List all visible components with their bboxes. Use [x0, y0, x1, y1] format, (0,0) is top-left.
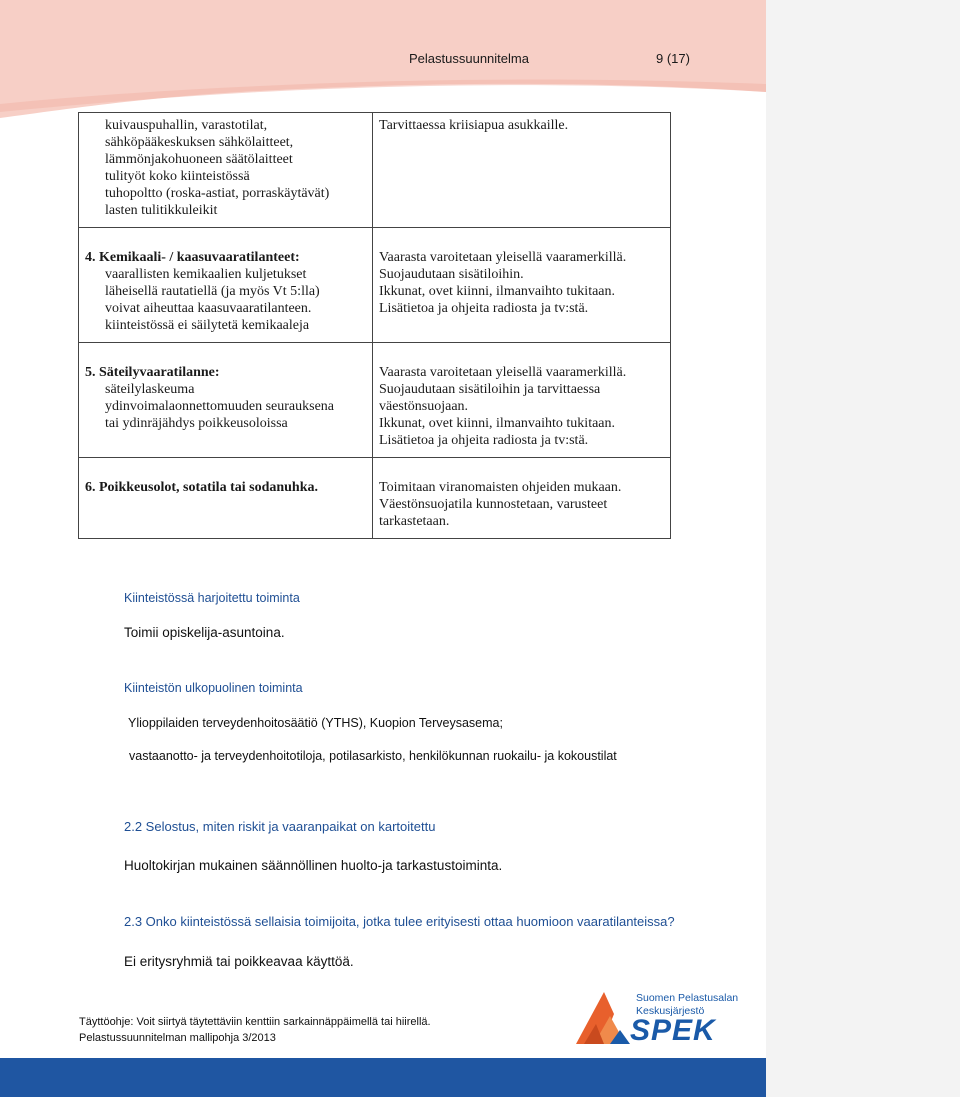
- table-cell-risk: [79, 113, 373, 228]
- table-row: [79, 228, 671, 343]
- action-line: Tarvittaessa kriisiapua asukkaille.: [379, 118, 569, 133]
- header-wave: [0, 0, 766, 120]
- risk-line: lämmönjakohuoneen säätölaitteet: [105, 152, 293, 167]
- footer-note: [79, 1014, 431, 1046]
- risk-line: vaarallisten kemikaalien kuljetukset: [105, 267, 307, 282]
- section-2-2-heading: 2.2 Selostus, miten riskit ja vaaranpaikat on kartoitettu: [124, 819, 436, 834]
- spek-flame-icon: [574, 990, 634, 1046]
- spek-org-line-2: Keskusjärjestö: [636, 1005, 705, 1017]
- risk-line: voivat aiheuttaa kaasuvaaratilanteen.: [105, 301, 312, 316]
- table-row: [79, 343, 671, 458]
- row-spacer: [105, 232, 366, 249]
- table-cell-action: [373, 228, 671, 343]
- document-title: Pelastussuunnitelma: [409, 51, 529, 66]
- table-cell-risk: [79, 343, 373, 458]
- ulkopuolinen-heading: Kiinteistön ulkopuolinen toiminta: [124, 681, 303, 695]
- spek-logo: [574, 990, 739, 1047]
- row-spacer: [105, 347, 366, 364]
- row-spacer: [379, 232, 664, 249]
- spek-org-line-1: Suomen Pelastusalan: [636, 992, 739, 1004]
- action-line: Suojaudutaan sisätiloihin.: [379, 267, 524, 282]
- risk-line: tulityöt koko kiinteistössä: [105, 169, 250, 184]
- action-line: Vaarasta varoitetaan yleisellä vaaramerkillä.: [379, 250, 627, 265]
- table-row: [79, 113, 671, 228]
- risk-line: sähköpääkeskuksen sähkölaitteet,: [105, 135, 294, 150]
- page-margin: [766, 0, 960, 1097]
- footer-bar: [0, 1058, 766, 1097]
- risk-line: tai ydinräjähdys poikkeusoloissa: [105, 416, 288, 431]
- row-spacer: [105, 462, 366, 479]
- risk-line: kuivauspuhallin, varastotilat,: [105, 118, 268, 133]
- page-number: 9 (17): [656, 51, 690, 66]
- table-cell-risk: [79, 228, 373, 343]
- action-line: väestönsuojaan.: [379, 399, 469, 414]
- risk-heading: 5. Säteilyvaaratilanne:: [85, 365, 220, 380]
- ulkopuolinen-line-1: Ylioppilaiden terveydenhoitosäätiö (YTHS), Kuopion Terveysasema;: [128, 716, 503, 730]
- risk-heading: 4. Kemikaali- / kaasuvaaratilanteet:: [85, 250, 300, 265]
- harjoitettu-text: Toimii opiskelija-asuntoina.: [124, 625, 285, 640]
- action-line: Vaarasta varoitetaan yleisellä vaaramerkillä.: [379, 365, 627, 380]
- action-line: Lisätietoa ja ohjeita radiosta ja tv:stä.: [379, 301, 589, 316]
- risk-line: kiinteistössä ei säilytetä kemikaaleja: [105, 318, 310, 333]
- section-2-3-heading: 2.3 Onko kiinteistössä sellaisia toimijoita, jotka tulee erityisesti ottaa huomioon vaaratilanteissa?: [124, 914, 675, 929]
- table-cell-action: [373, 458, 671, 539]
- risk-line: lasten tulitikkuleikit: [105, 203, 218, 218]
- action-line: Ikkunat, ovet kiinni, ilmanvaihto tukitaan.: [379, 284, 616, 299]
- table-cell-action: [373, 113, 671, 228]
- action-line: Suojaudutaan sisätiloihin ja tarvittaessa: [379, 382, 601, 397]
- action-line: Lisätietoa ja ohjeita radiosta ja tv:stä.: [379, 433, 589, 448]
- row-spacer: [379, 347, 664, 364]
- risk-line: ydinvoimalaonnettomuuden seurauksena: [105, 399, 334, 414]
- risk-line: säteilylaskeuma: [105, 382, 195, 397]
- row-spacer: [379, 462, 664, 479]
- risk-line: läheisellä rautatiellä (ja myös Vt 5:lla): [105, 284, 320, 299]
- ulkopuolinen-line-2: vastaanotto- ja terveydenhoitotiloja, potilasarkisto, henkilökunnan ruokailu- ja kokoustilat: [129, 749, 617, 763]
- risk-line: tuhopoltto (roska-astiat, porraskäytävät): [105, 186, 330, 201]
- table-cell-risk: [79, 458, 373, 539]
- section-2-2-text: Huoltokirjan mukainen säännöllinen huolto-ja tarkastustoiminta.: [124, 858, 503, 873]
- harjoitettu-heading: Kiinteistössä harjoitettu toiminta: [124, 591, 300, 605]
- spek-wordmark: SPEK: [630, 1014, 716, 1047]
- action-line: tarkastetaan.: [379, 514, 450, 529]
- table-row: [79, 458, 671, 539]
- risk-table-body: [79, 113, 671, 539]
- footer-line-1: Täyttöohje: Voit siirtyä täytettäviin kenttiin sarkainnäppäimellä tai hiirellä.: [79, 1016, 431, 1028]
- header-band: [0, 0, 766, 120]
- risk-heading: 6. Poikkeusolot, sotatila tai sodanuhka.: [85, 480, 318, 495]
- section-2-3-text: Ei eritysryhmiä tai poikkeavaa käyttöä.: [124, 954, 354, 969]
- footer-line-2: Pelastussuunnitelman mallipohja 3/2013: [79, 1032, 276, 1044]
- table-cell-action: [373, 343, 671, 458]
- action-line: Väestönsuojatila kunnostetaan, varusteet: [379, 497, 608, 512]
- action-line: Toimitaan viranomaisten ohjeiden mukaan.: [379, 480, 622, 495]
- risk-table: [78, 112, 671, 539]
- action-line: Ikkunat, ovet kiinni, ilmanvaihto tukitaan.: [379, 416, 616, 431]
